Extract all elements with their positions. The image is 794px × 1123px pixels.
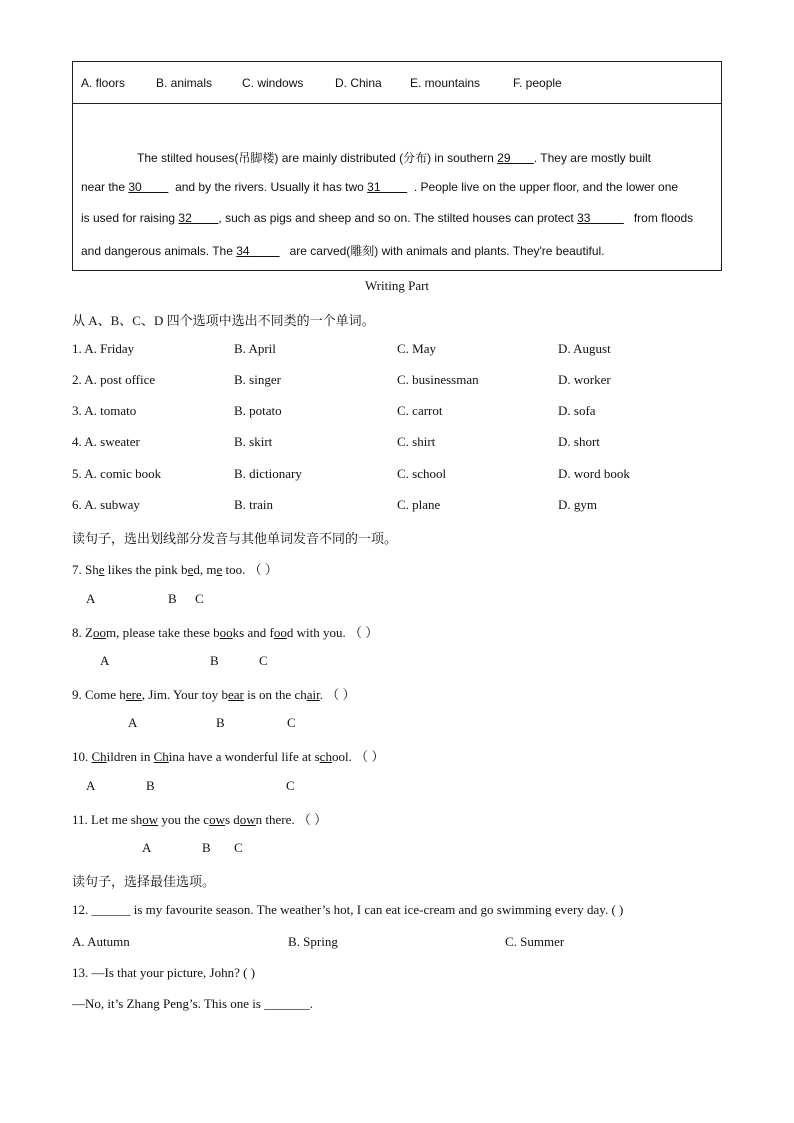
passage-line-3: is used for raising 32 , such as pigs and sheep and so on. The stilted houses can protect 33 from floods [81, 211, 694, 225]
q8-label-c: C [259, 653, 268, 668]
q7-label-a: A [86, 591, 96, 606]
question-12: 12. ______ is my favourite season. The weather’s hot, I can eat ice-cream and go swimming every day. ( ) [72, 902, 624, 917]
section1-instruction: 从 A、B、C、D 四个选项中选出不同类的一个单词。 [72, 313, 375, 328]
question-8: 8. Zoom, please take these books and food with you. （ ） [72, 625, 379, 640]
q3-option-c: C. carrot [397, 403, 443, 418]
q1-option-c: C. May [397, 341, 436, 356]
q4-option-c: C. shirt [397, 434, 436, 449]
section2-instruction: 读句子，选出划线部分发音与其他单词发音不同的一项。 [72, 531, 398, 546]
q10-label-c: C [286, 778, 295, 793]
passage-line-4: and dangerous animals. The 34 are carved(雕刻) with animals and plants. They're beautiful. [81, 244, 605, 258]
q2-option-d: D. worker [558, 372, 611, 387]
option-b: B. animals [156, 76, 213, 90]
q6-option-a: 6. A. subway [72, 497, 140, 512]
q5-option-d: D. word book [558, 466, 630, 481]
option-c: C. windows [242, 76, 304, 90]
passage-line-1: The stilted houses(吊脚楼) are mainly distributed (分布) in southern 29 . They are mostly built [137, 151, 652, 165]
q10-label-a: A [86, 778, 96, 793]
writing-part-title: Writing Part [364, 278, 430, 293]
q2-option-c: C. businessman [397, 372, 479, 387]
q9-label-c: C [287, 715, 296, 730]
blank-33: 33 [577, 211, 591, 225]
word-bank-box [72, 61, 722, 271]
q11-label-a: A [142, 840, 152, 855]
q5-option-b: B. dictionary [234, 466, 302, 481]
question-7: 7. She likes the pink bed, me too. （ ） [72, 562, 278, 577]
q4-option-b: B. skirt [234, 434, 273, 449]
option-a: A. floors [81, 76, 126, 90]
passage-line-2: near the 30 and by the rivers. Usually it has two 31 . People live on the upper floor, and the lower one [81, 180, 679, 194]
q3-option-d: D. sofa [558, 403, 596, 418]
q11-label-b: B [202, 840, 211, 855]
section3-instruction: 读句子，选择最佳选项。 [72, 874, 216, 889]
question-11: 11. Let me show you the cows down there. （ ） [72, 812, 328, 827]
q1-option-b: B. April [234, 341, 276, 356]
q8-label-a: A [100, 653, 110, 668]
q6-option-b: B. train [234, 497, 273, 512]
q6-option-d: D. gym [558, 497, 597, 512]
q9-label-a: A [128, 715, 138, 730]
blank-32: 32 [178, 211, 192, 225]
q5-option-a: 5. A. comic book [72, 466, 162, 481]
question-9: 9. Come here, Jim. Your toy bear is on the chair. （ ） [72, 687, 356, 702]
q6-option-c: C. plane [397, 497, 441, 512]
blank-29: 29 [497, 151, 511, 165]
q1-option-d: D. August [558, 341, 611, 356]
q9-label-b: B [216, 715, 225, 730]
q11-label-c: C [234, 840, 243, 855]
q2-option-b: B. singer [234, 372, 281, 387]
option-e: E. mountains [410, 76, 481, 90]
blank-34: 34 [236, 244, 250, 258]
q4-option-a: 4. A. sweater [72, 434, 140, 449]
blank-31: 31 [367, 180, 381, 194]
q12-option-c: C. Summer [505, 934, 565, 949]
question-13-answer-line: —No, it’s Zhang Peng’s. This one is _______. [72, 996, 313, 1011]
q4-option-d: D. short [558, 434, 600, 449]
q3-option-a: 3. A. tomato [72, 403, 137, 418]
q8-label-b: B [210, 653, 219, 668]
q7-label-c: C [195, 591, 204, 606]
option-d: D. China [335, 76, 382, 90]
q5-option-c: C. school [397, 466, 447, 481]
question-10: 10. Children in China have a wonderful life at school. （ ） [72, 749, 385, 764]
question-13: 13. —Is that your picture, John? ( ) [72, 965, 256, 980]
q3-option-b: B. potato [234, 403, 282, 418]
q2-option-a: 2. A. post office [72, 372, 156, 387]
q10-label-b: B [146, 778, 155, 793]
box-divider [73, 103, 721, 104]
q7-label-b: B [168, 591, 177, 606]
option-f: F. people [513, 76, 562, 90]
q1-option-a: 1. A. Friday [72, 341, 135, 356]
q12-option-b: B. Spring [288, 934, 338, 949]
q12-option-a: A. Autumn [72, 934, 130, 949]
blank-30: 30 [128, 180, 142, 194]
